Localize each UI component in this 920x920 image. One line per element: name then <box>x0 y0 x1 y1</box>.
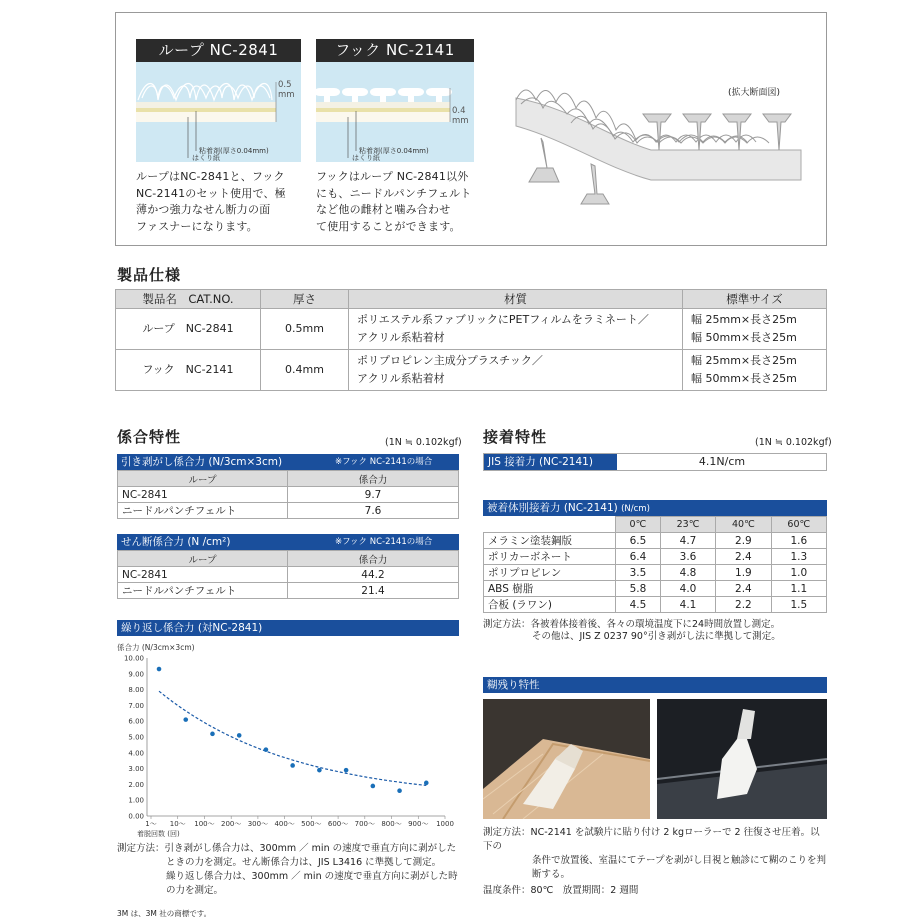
y-tick-label: 0.00 <box>128 812 144 821</box>
spec-header-material: 材質 <box>349 290 683 309</box>
x-tick-label: 700～ <box>354 820 376 828</box>
y-axis-label: 係合力 (N/3cm×3cm) <box>117 643 195 652</box>
hook-title: フック NC-2141 <box>316 39 474 62</box>
adhesion-title: 接着特性 <box>483 428 548 446</box>
spec-header-thickness: 厚さ <box>261 290 349 309</box>
engage-unit: (1N ≒ 0.102kgf) <box>385 437 462 448</box>
loop-liner-label: はくり紙 <box>192 154 220 162</box>
loop-adhesive-label: 粘着剤(厚さ0.04mm) <box>199 147 269 155</box>
data-point <box>424 781 429 786</box>
repeat-header: 繰り返し係合力 (対NC-2841) <box>117 620 459 636</box>
residue-photo-wood <box>483 699 650 819</box>
x-axis-label: 着脱回数 (回) <box>137 830 180 838</box>
y-tick-label: 7.00 <box>128 701 144 710</box>
by-material-notes: 測定方法：各被着体接着後、各々の環境温度下に24時間放置し測定。 その他は、JIS Z 0237 90°引き剥がし法に準拠して測定。 <box>483 619 781 642</box>
table-row: ループ NC-2841 0.5mm ポリエステル系ファブリックにPETフィルムをラミネート／ アクリル系粘着材 幅 25mm×長さ25m 幅 50mm×長さ25m <box>116 309 827 350</box>
y-tick-label: 8.00 <box>128 686 144 695</box>
table-row: メラミン塗装鋼版 6.5 4.7 2.9 1.6 <box>484 533 827 549</box>
loop-description: ループはNC-2841と、フック NC-2141のセット使用で、極 薄かつ強力なせん断力の面 ファスナーになります。 <box>136 170 286 233</box>
shear-table: ループ 係合力 NC-2841 44.2 ニードルパンチフェルト 21.4 <box>117 550 459 599</box>
footer-trademark: 3M は、3M 社の商標です。 <box>117 909 212 918</box>
x-tick-label: 1～ <box>145 820 157 828</box>
x-tick-label: 400～ <box>274 820 295 828</box>
x-tick-label: 1000 <box>436 820 454 828</box>
data-point <box>210 732 215 737</box>
residue-header: 糊残り特性 <box>483 677 827 693</box>
engage-notes: 測定方法：引き剥がし係合力は、300mm ／ min の速度で垂直方向に剥がした ときの力を測定。せん断係合力は、JIS L3416 に準拠して測定。 繰り返し係合力は、300mm ／ min の速度で垂直方向に剥がした時 の力を測定。 <box>117 843 458 896</box>
table-row: NC-2841 44.2 <box>118 567 459 583</box>
y-tick-label: 10.00 <box>123 654 144 663</box>
y-tick-label: 2.00 <box>128 780 144 789</box>
data-point <box>237 733 242 738</box>
spec-title: 製品仕様 <box>117 266 182 284</box>
data-point <box>344 768 349 773</box>
spec-header-size: 標準サイズ <box>683 290 827 309</box>
cross-section-label: (拡大断面図) <box>728 88 781 98</box>
data-point <box>371 784 376 789</box>
engage-title: 係合特性 <box>117 428 182 446</box>
table-row: ポリカーボネート 6.4 3.6 2.4 1.3 <box>484 549 827 565</box>
intro-box <box>115 12 827 246</box>
y-tick-label: 3.00 <box>128 765 144 774</box>
trend-line <box>159 691 426 785</box>
x-tick-label: 900～ <box>408 820 429 828</box>
table-row: ポリプロピレン 3.5 4.8 1.9 1.0 <box>484 565 827 581</box>
hook-description: フックはループ NC-2841以外 にも、ニードルパンチフェルト など他の雌材と噛み合わせ て使用することができます。 <box>316 170 472 233</box>
spec-table <box>115 289 827 391</box>
x-tick-label: 500～ <box>301 820 322 828</box>
peel-table: ループ 係合力 NC-2841 9.7 ニードルパンチフェルト 7.6 <box>117 470 459 519</box>
adhesion-unit: (1N ≒ 0.102kgf) <box>755 437 832 448</box>
jis-adhesion-row: JIS 接着力 (NC-2141) 4.1N/cm <box>483 453 827 471</box>
residue-photo-metal <box>657 699 827 819</box>
loop-thickness: 0.5 mm <box>278 80 295 100</box>
x-tick-label: 200～ <box>220 820 242 828</box>
y-tick-label: 9.00 <box>128 670 144 679</box>
table-row: フック NC-2141 0.4mm ポリプロピレン主成分プラスチック／ アクリル系粘着材 幅 25mm×長さ25m 幅 50mm×長さ25m <box>116 350 827 391</box>
table-row: ニードルパンチフェルト 21.4 <box>118 583 459 599</box>
x-tick-label: 600～ <box>327 820 349 828</box>
data-point <box>290 763 295 768</box>
y-tick-label: 5.00 <box>128 733 144 742</box>
y-tick-label: 4.00 <box>128 749 144 758</box>
hook-liner-label: はくり紙 <box>352 154 380 162</box>
hook-thickness: 0.4 mm <box>452 106 469 126</box>
data-point <box>183 717 188 722</box>
table-row: 合板 (ラワン) 4.5 4.1 2.2 1.5 <box>484 597 827 613</box>
peel-header: 引き剥がし係合力 (N/3cm×3cm) ※フック NC-2141の場合 <box>117 454 459 470</box>
table-row: ニードルパンチフェルト 7.6 <box>118 503 459 519</box>
hook-diagram <box>316 62 474 162</box>
repeat-engagement-chart <box>115 638 460 838</box>
hook-adhesive-label: 粘着剤(厚さ0.04mm) <box>359 147 429 155</box>
loop-diagram <box>136 62 301 162</box>
data-point <box>397 788 402 793</box>
x-tick-label: 300～ <box>247 820 269 828</box>
by-material-header: 被着体別接着力 (NC-2141) (N/cm) <box>483 500 827 516</box>
residue-notes: 測定方法：NC-2141 を試験片に貼り付け 2 kgローラーで 2 往復させ圧着。以下の 条件で放置後、室温にてテープを剥がし目視と触診にて糊のこりを判 断する。 温度条件：80℃ 放置期間：2 週間 <box>483 827 827 896</box>
x-tick-label: 800～ <box>381 820 402 828</box>
y-tick-label: 6.00 <box>128 717 144 726</box>
by-material-table: 0℃ 23℃ 40℃ 60℃ メラミン塗装鋼版 6.5 4.7 2.9 1.6 ポリカーボネート 6.4 3.6 2.4 1.3 ポリプロピレン 3.5 4.8 1.9 1.0 ABS 樹脂 5.8 4.0 2.4 1.1 合板 (ラワン) 4.5 4.1 2.2 1.5 <box>483 516 827 613</box>
data-point <box>317 768 322 773</box>
loop-title: ループ NC-2841 <box>136 39 301 62</box>
shear-header: せん断係合力 (N /cm²) ※フック NC-2141の場合 <box>117 534 459 550</box>
y-tick-label: 1.00 <box>128 796 144 805</box>
table-row: ABS 樹脂 5.8 4.0 2.4 1.1 <box>484 581 827 597</box>
x-tick-label: 10～ <box>169 820 186 828</box>
data-point <box>157 667 162 672</box>
x-tick-label: 100～ <box>194 820 215 828</box>
spec-header-name: 製品名 CAT.NO. <box>116 290 261 309</box>
data-point <box>264 747 269 752</box>
table-row: NC-2841 9.7 <box>118 487 459 503</box>
